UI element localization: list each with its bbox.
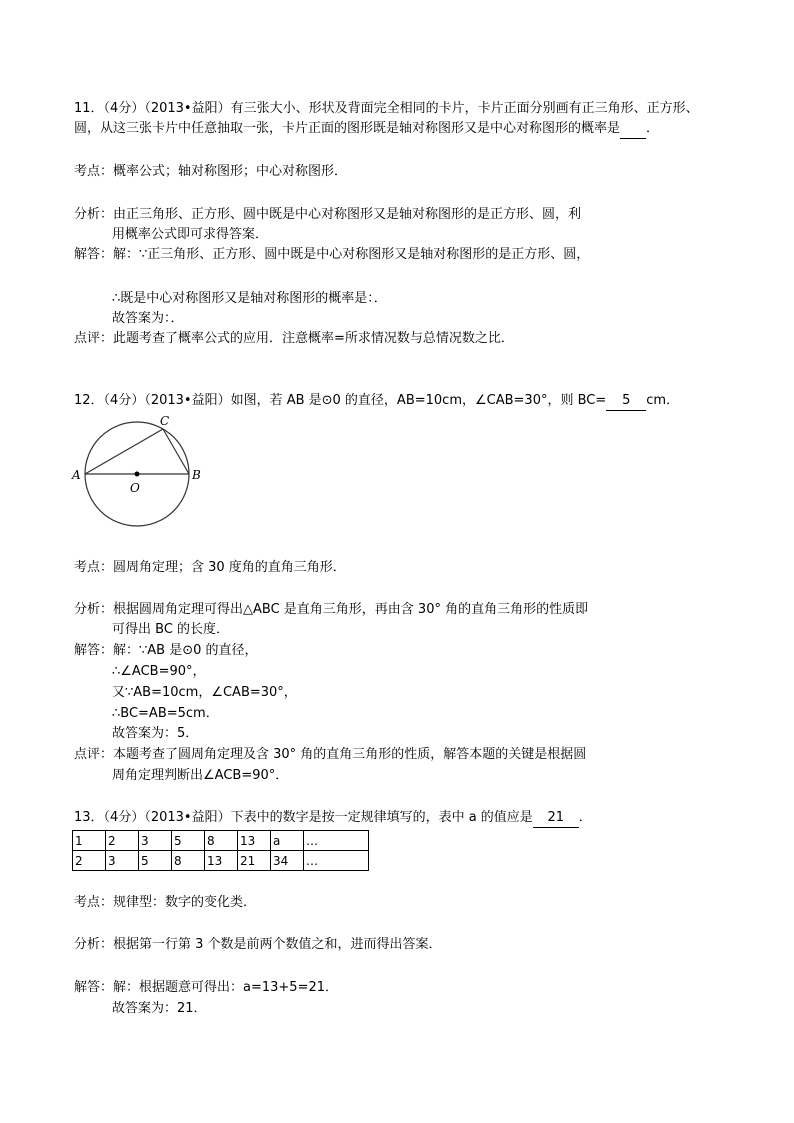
chord-cb (163, 429, 189, 474)
table-cell: … (304, 851, 369, 871)
q11-fenxi-line2: 用概率公式即可求得答案． (112, 227, 269, 242)
q12-jieda-line3: 又∵AB=10cm，∠CAB=30°， (112, 685, 297, 700)
table-cell: 3 (106, 851, 139, 871)
table-cell: 34 (271, 851, 304, 871)
q11-stem-line1: 11．（4分）（2013•益阳）有三张大小、形状及背面完全相同的卡片，卡片正面分别画有正三角形、正方形、 (74, 101, 699, 116)
q11-jieda-line1: 解答：解：∵正三角形、正方形、圆中既是中心对称图形又是轴对称图形的是正方形、圆， (74, 247, 590, 262)
q12-fenxi-line1: 分析：根据圆周角定理可得出△ABC 是直角三角形，再由含 30° 角的直角三角形的性质即 (74, 602, 589, 617)
table-cell: 3 (139, 831, 172, 851)
q13-fenxi: 分析：根据第一行第 3 个数是前两个数值之和，进而得出答案． (74, 937, 442, 952)
q12-stem (74, 392, 679, 411)
q12-dianping-line1: 点评：本题考查了圆周角定理及含 30° 角的直角三角形的性质，解答本题的关键是根据圆 (74, 747, 587, 762)
table-cell: 2 (73, 851, 106, 871)
q12-fenxi-line2: 可得出 BC 的长度． (112, 622, 230, 637)
label-b: B (192, 468, 201, 482)
q12-stem-text: 12．（4分）（2013•益阳）如图，若 AB 是⊙0 的直径，AB=10cm，∠CAB=30°，则 BC= (74, 393, 607, 408)
table-cell: 13 (238, 831, 271, 851)
table-cell: 13 (205, 851, 238, 871)
table-cell: 1 (73, 831, 106, 851)
q13-jieda-line1: 解答：解：根据题意可得出：a=13+5=21． (74, 980, 338, 995)
q12-answer-blank: 5 (606, 392, 646, 411)
q13-answer-blank: 21 (533, 809, 579, 828)
circle-geometry-figure (70, 412, 210, 530)
q12-dianping-line2: 周角定理判断出∠ACB=90°． (112, 768, 289, 783)
q11-stem-line2 (74, 120, 659, 139)
label-a: A (72, 468, 81, 482)
q13-stem-end: ． (578, 810, 592, 825)
sequence-table (72, 830, 369, 871)
q12-jieda-line2: ∴∠ACB=90°， (112, 664, 206, 679)
label-o: O (130, 481, 140, 495)
q13-jieda-line2: 故答案为：21． (112, 1001, 207, 1016)
table-cell: 2 (106, 831, 139, 851)
q12-jieda-line4: ∴BC=AB=5cm． (112, 706, 219, 721)
q11-kaodian: 考点：概率公式；轴对称图形；中心对称图形． (74, 164, 348, 179)
q13-kaodian: 考点：规律型：数字的变化类． (74, 895, 257, 910)
q11-stem-end: ． (646, 121, 660, 136)
table-cell: 5 (139, 851, 172, 871)
q12-jieda-line5: 故答案为：5． (112, 726, 199, 741)
q11-jieda-line3: 故答案为：． (112, 311, 184, 326)
table-cell: … (304, 831, 369, 851)
table-row (73, 851, 369, 871)
center-point (135, 472, 140, 477)
q13-stem (74, 809, 592, 828)
q11-stem-text: 圆，从这三张卡片中任意抽取一张，卡片正面的图形既是轴对称图形又是中心对称图形的概率是 (74, 121, 621, 136)
q11-answer-blank (620, 120, 646, 139)
q12-stem-end: cm． (646, 393, 680, 408)
table-row (73, 831, 369, 851)
q11-fenxi-line1: 分析：由正三角形、正方形、圆中既是中心对称图形又是轴对称图形的是正方形、圆，利 (74, 207, 582, 222)
q13-stem-text: 13．（4分）（2013•益阳）下表中的数字是按一定规律填写的，表中 a 的值应是 (74, 810, 533, 825)
q12-kaodian: 考点：圆周角定理；含 30 度角的直角三角形． (74, 560, 346, 575)
label-c: C (160, 414, 170, 428)
q11-dianping: 点评：此题考查了概率公式的应用．注意概率=所求情况数与总情况数之比． (74, 331, 514, 346)
table-cell: 5 (172, 831, 205, 851)
table-cell: 21 (238, 851, 271, 871)
table-cell: a (271, 831, 304, 851)
table-cell: 8 (205, 831, 238, 851)
q11-jieda-line2: ∴既是中心对称图形又是轴对称图形的概率是：． (112, 291, 387, 306)
chord-ac (85, 429, 163, 474)
q12-jieda-line1: 解答：解：∵AB 是⊙0 的直径， (74, 643, 258, 658)
table-cell: 8 (172, 851, 205, 871)
